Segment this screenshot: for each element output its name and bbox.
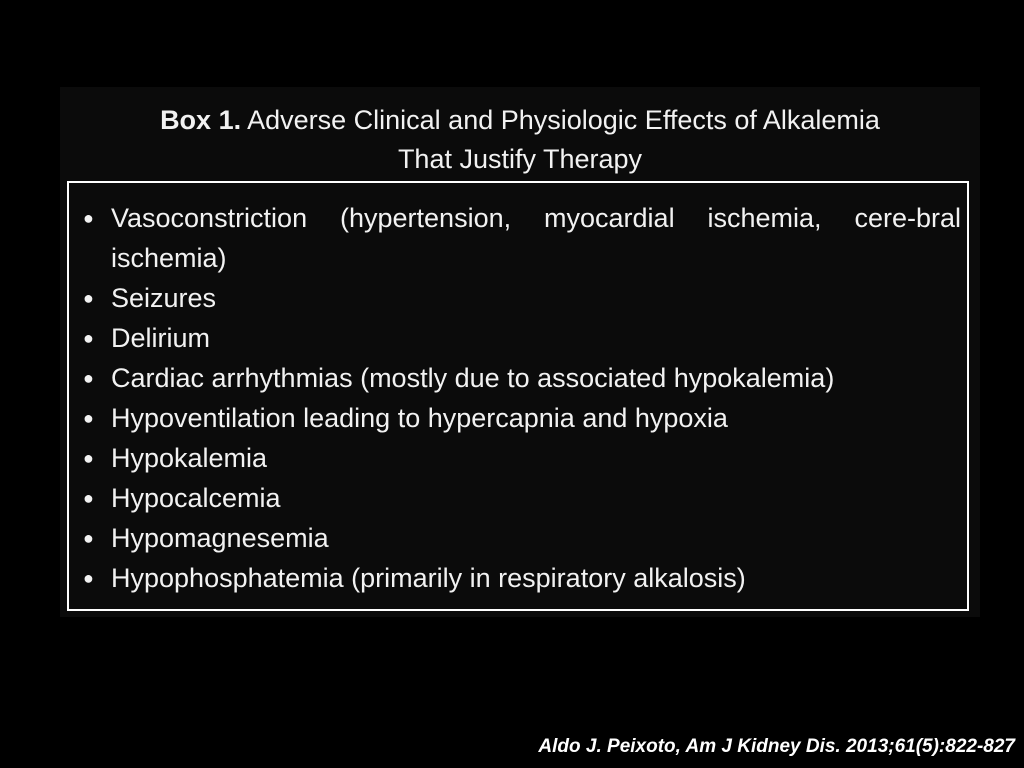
list-item [81,438,961,478]
bullet-icon: ● [83,448,94,468]
box-title-text-1: Adverse Clinical and Physiologic Effects of Alkalemia [247,105,880,135]
list-item [81,518,961,558]
list-item-text: Hypomagnesemia [111,523,329,553]
bullet-icon: ● [83,368,94,388]
citation: Aldo J. Peixoto, Am J Kidney Dis. 2013;61(5):822-827 [538,736,1015,757]
list-item-text: Delirium [111,323,211,353]
list-item [81,478,961,518]
box-panel [60,87,980,617]
list-item-text: Cardiac arrhythmias (mostly due to associated hypokalemia) [111,363,835,393]
bullet-icon: ● [83,328,94,348]
list-item [81,278,961,318]
list-item-text: Vasoconstriction (hypertension, myocardial ischemia, cere-bral ischemia) [111,203,961,273]
box-frame [67,181,969,611]
bullet-icon: ● [83,488,94,508]
list-item [81,358,961,398]
bullet-icon: ● [83,288,94,308]
box-title [60,101,980,179]
list-item [81,318,961,358]
bullet-icon: ● [83,408,94,428]
list-item-text: Hypocalcemia [111,483,281,513]
list-item-text: Hypoventilation leading to hypercapnia and hypoxia [111,403,728,433]
list-item [81,558,961,598]
bullet-icon: ● [83,528,94,548]
list-item-text: Hypokalemia [111,443,268,473]
box-label: Box 1. [160,105,242,135]
list-item [81,198,961,278]
box-title-line-2: That Justify Therapy [397,144,643,174]
list-item-text: Hypophosphatemia (primarily in respiratory alkalosis) [111,563,746,593]
effects-list [81,198,961,598]
list-item [81,398,961,438]
bullet-icon: ● [83,208,94,228]
list-item-text: Seizures [111,283,217,313]
box-title-line-1 [60,101,980,140]
bullet-icon: ● [83,568,94,588]
